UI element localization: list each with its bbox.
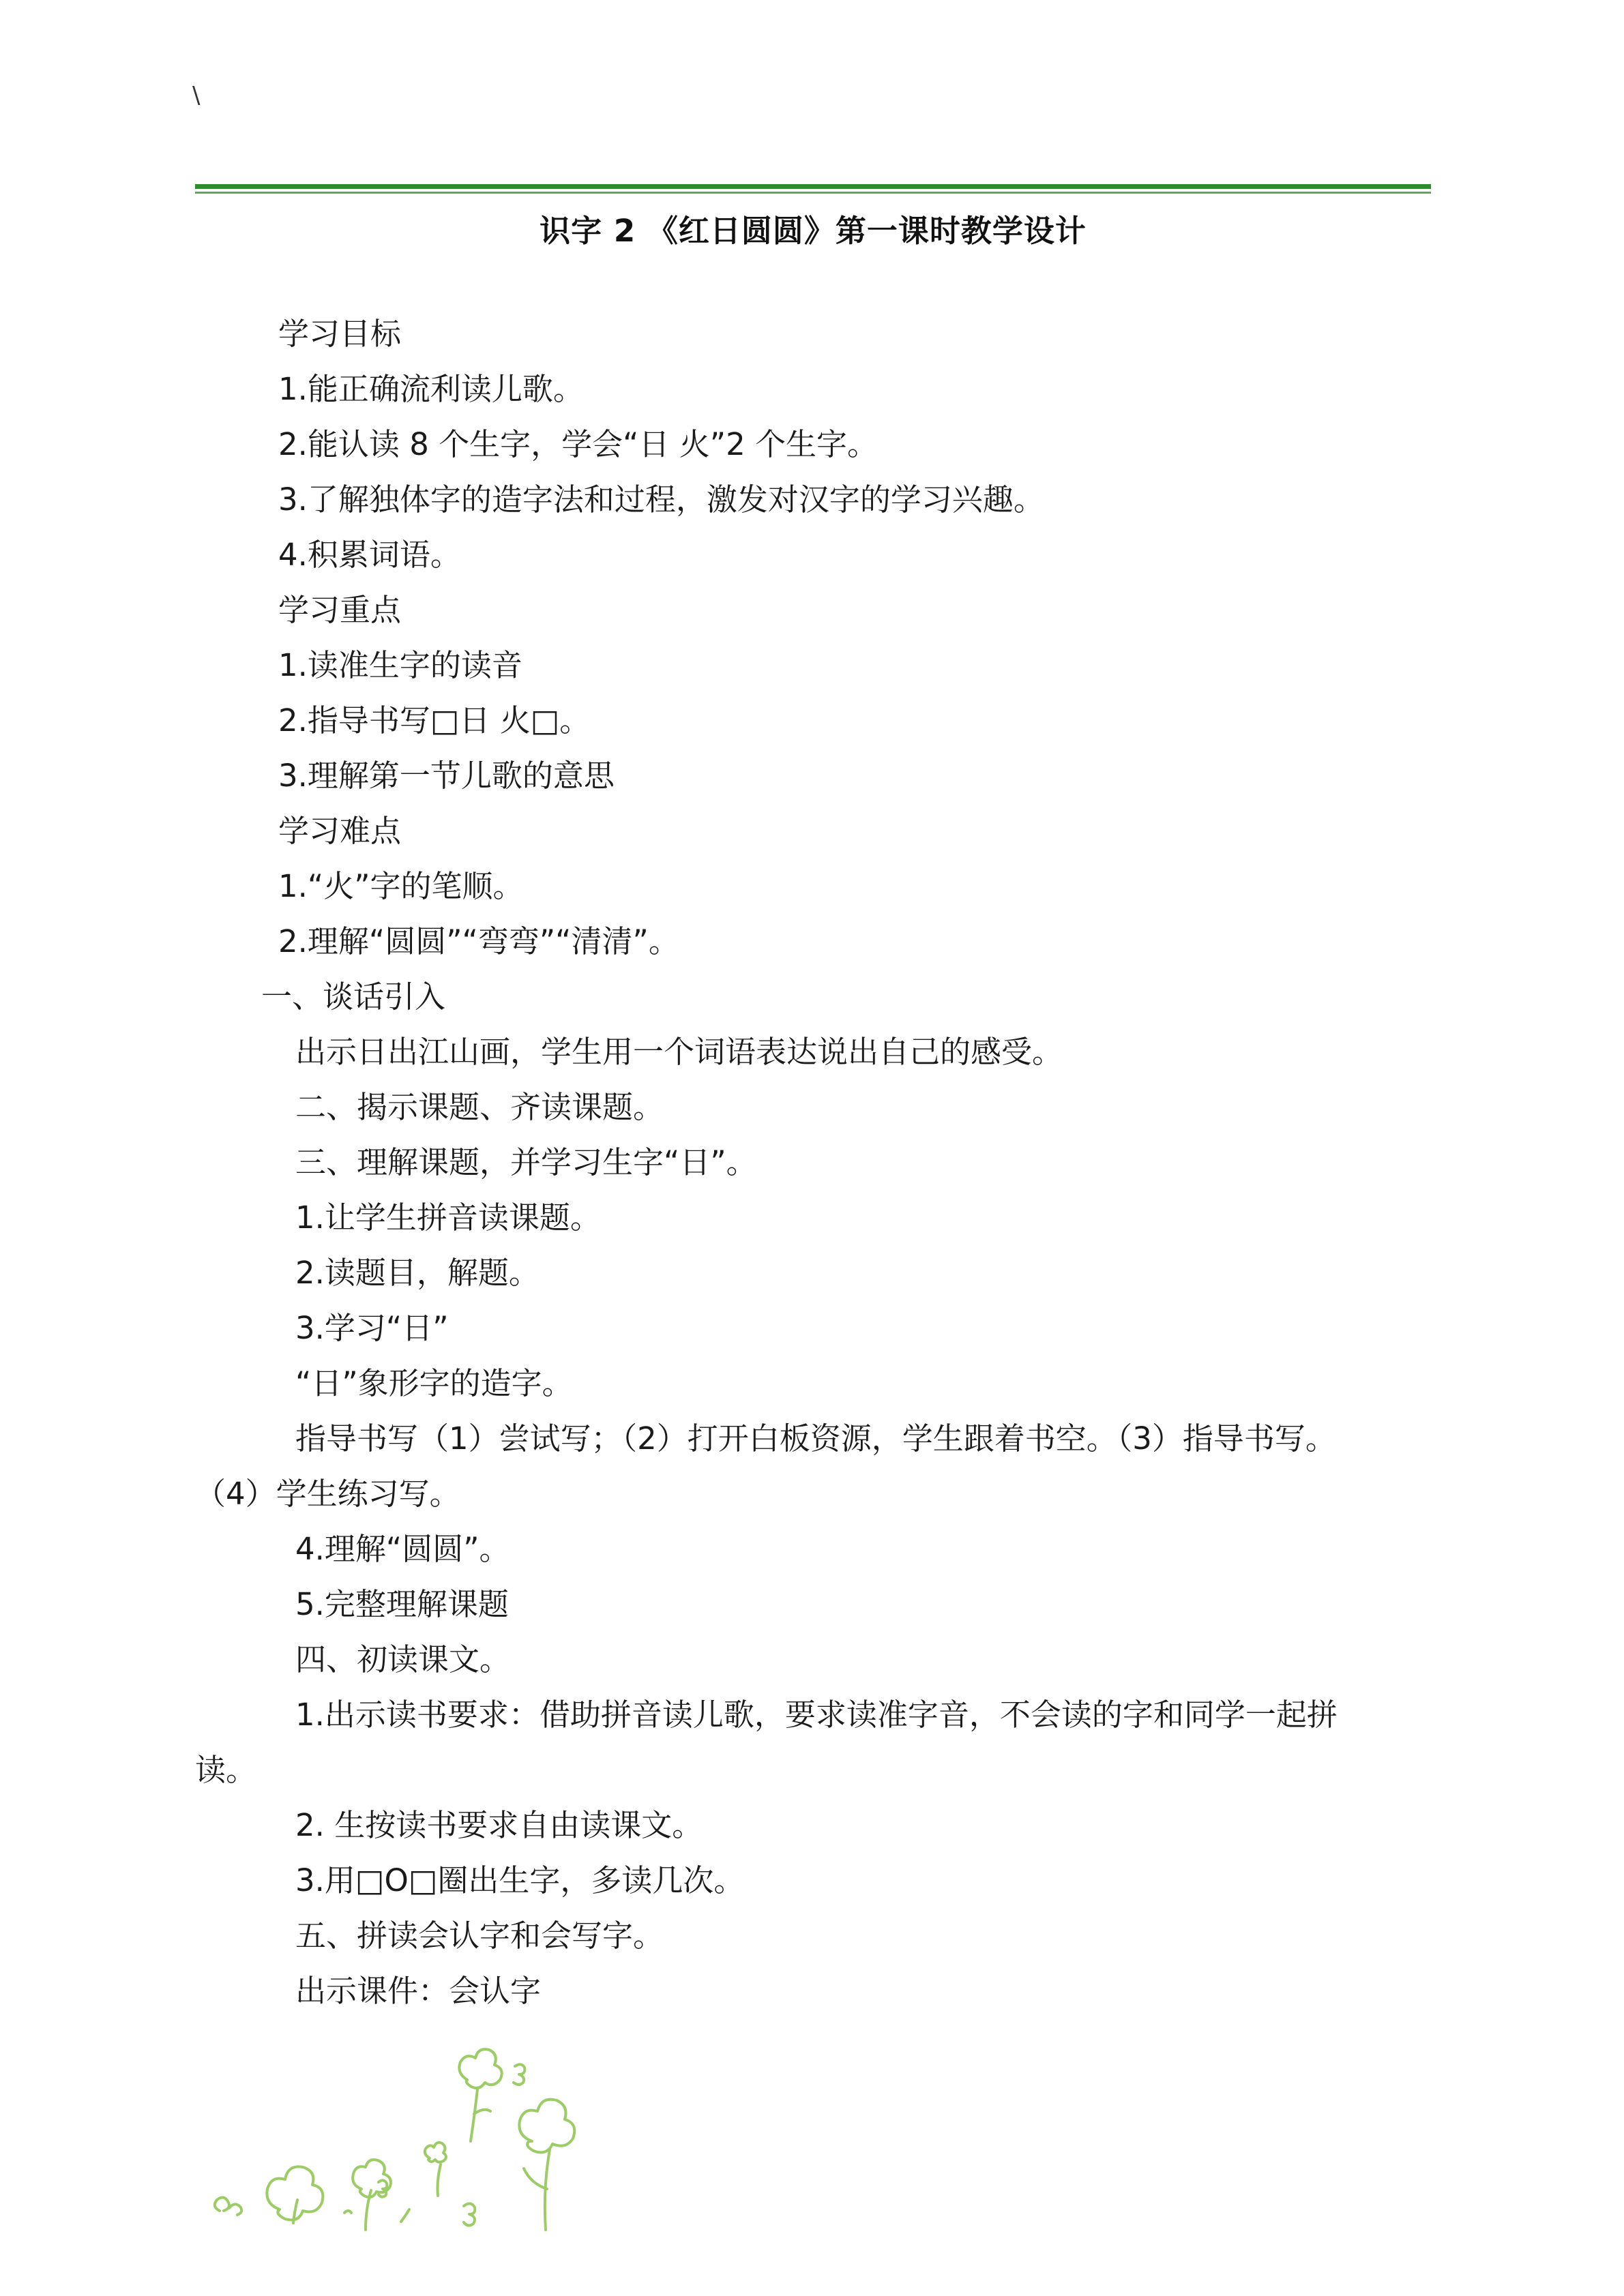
step-text: 3.学习“日” bbox=[295, 1310, 449, 1346]
difficulty-item: 2.理解“圆圆”“弯弯”“清清”。 bbox=[278, 923, 679, 959]
step-text: 3.用□O□圈出生字，多读几次。 bbox=[295, 1862, 745, 1898]
difficulty-item: 1.“火”字的笔顺。 bbox=[278, 868, 524, 904]
step-text: 指导书写（1）尝试写；（2）打开白板资源，学生跟着书空。（3）指导书写。 bbox=[295, 1420, 1336, 1457]
goal-item: 4.积累词语。 bbox=[278, 537, 461, 573]
step-text: “日”象形字的造字。 bbox=[295, 1365, 573, 1401]
section-heading-difficulties: 学习难点 bbox=[278, 813, 402, 849]
step-text: 出示日出江山画，学生用一个词语表达说出自己的感受。 bbox=[295, 1034, 1063, 1070]
header-rule-thin bbox=[195, 192, 1431, 194]
goal-item: 2.能认读 8 个生字，学会“日 火”2 个生字。 bbox=[278, 426, 879, 462]
step-heading: 一、谈话引入 bbox=[261, 979, 446, 1015]
step-text: 5.完整理解课题 bbox=[295, 1586, 509, 1622]
document-title: 识字 2 《红日圆圆》第一课时教学设计 bbox=[540, 213, 1087, 249]
header-rule bbox=[195, 184, 1431, 189]
step-text: 2.读题目，解题。 bbox=[295, 1255, 540, 1291]
step-heading: 三、理解课题，并学习生字“日”。 bbox=[295, 1144, 757, 1180]
goal-item: 1.能正确流利读儿歌。 bbox=[278, 371, 584, 407]
step-heading: 二、揭示课题、齐读课题。 bbox=[295, 1089, 664, 1125]
step-text-continued: 读。 bbox=[195, 1752, 257, 1788]
step-heading: 五、拼读会认字和会写字。 bbox=[295, 1918, 664, 1954]
goal-item: 3.了解独体字的造字法和过程，激发对汉字的学习兴趣。 bbox=[278, 481, 1044, 518]
floral-decoration-icon bbox=[205, 2039, 628, 2243]
corner-mark: \ bbox=[192, 82, 201, 109]
step-text: 1.让学生拼音读课题。 bbox=[295, 1199, 601, 1236]
section-heading-key-points: 学习重点 bbox=[278, 592, 402, 628]
step-text: 2. 生按读书要求自由读课文。 bbox=[295, 1807, 703, 1843]
step-text: 1.出示读书要求：借助拼音读儿歌，要求读准字音，不会读的字和同学一起拼 bbox=[295, 1697, 1338, 1733]
step-text-continued: （4）学生练习写。 bbox=[195, 1476, 460, 1512]
step-text: 出示课件：会认字 bbox=[295, 1973, 542, 2009]
key-point-item: 3.理解第一节儿歌的意思 bbox=[278, 758, 615, 794]
section-heading-goals: 学习目标 bbox=[278, 316, 402, 352]
key-point-item: 1.读准生字的读音 bbox=[278, 647, 522, 683]
step-text: 4.理解“圆圆”。 bbox=[295, 1531, 510, 1567]
step-heading: 四、初读课文。 bbox=[295, 1641, 511, 1678]
key-point-item: 2.指导书写□日 火□。 bbox=[278, 702, 591, 739]
